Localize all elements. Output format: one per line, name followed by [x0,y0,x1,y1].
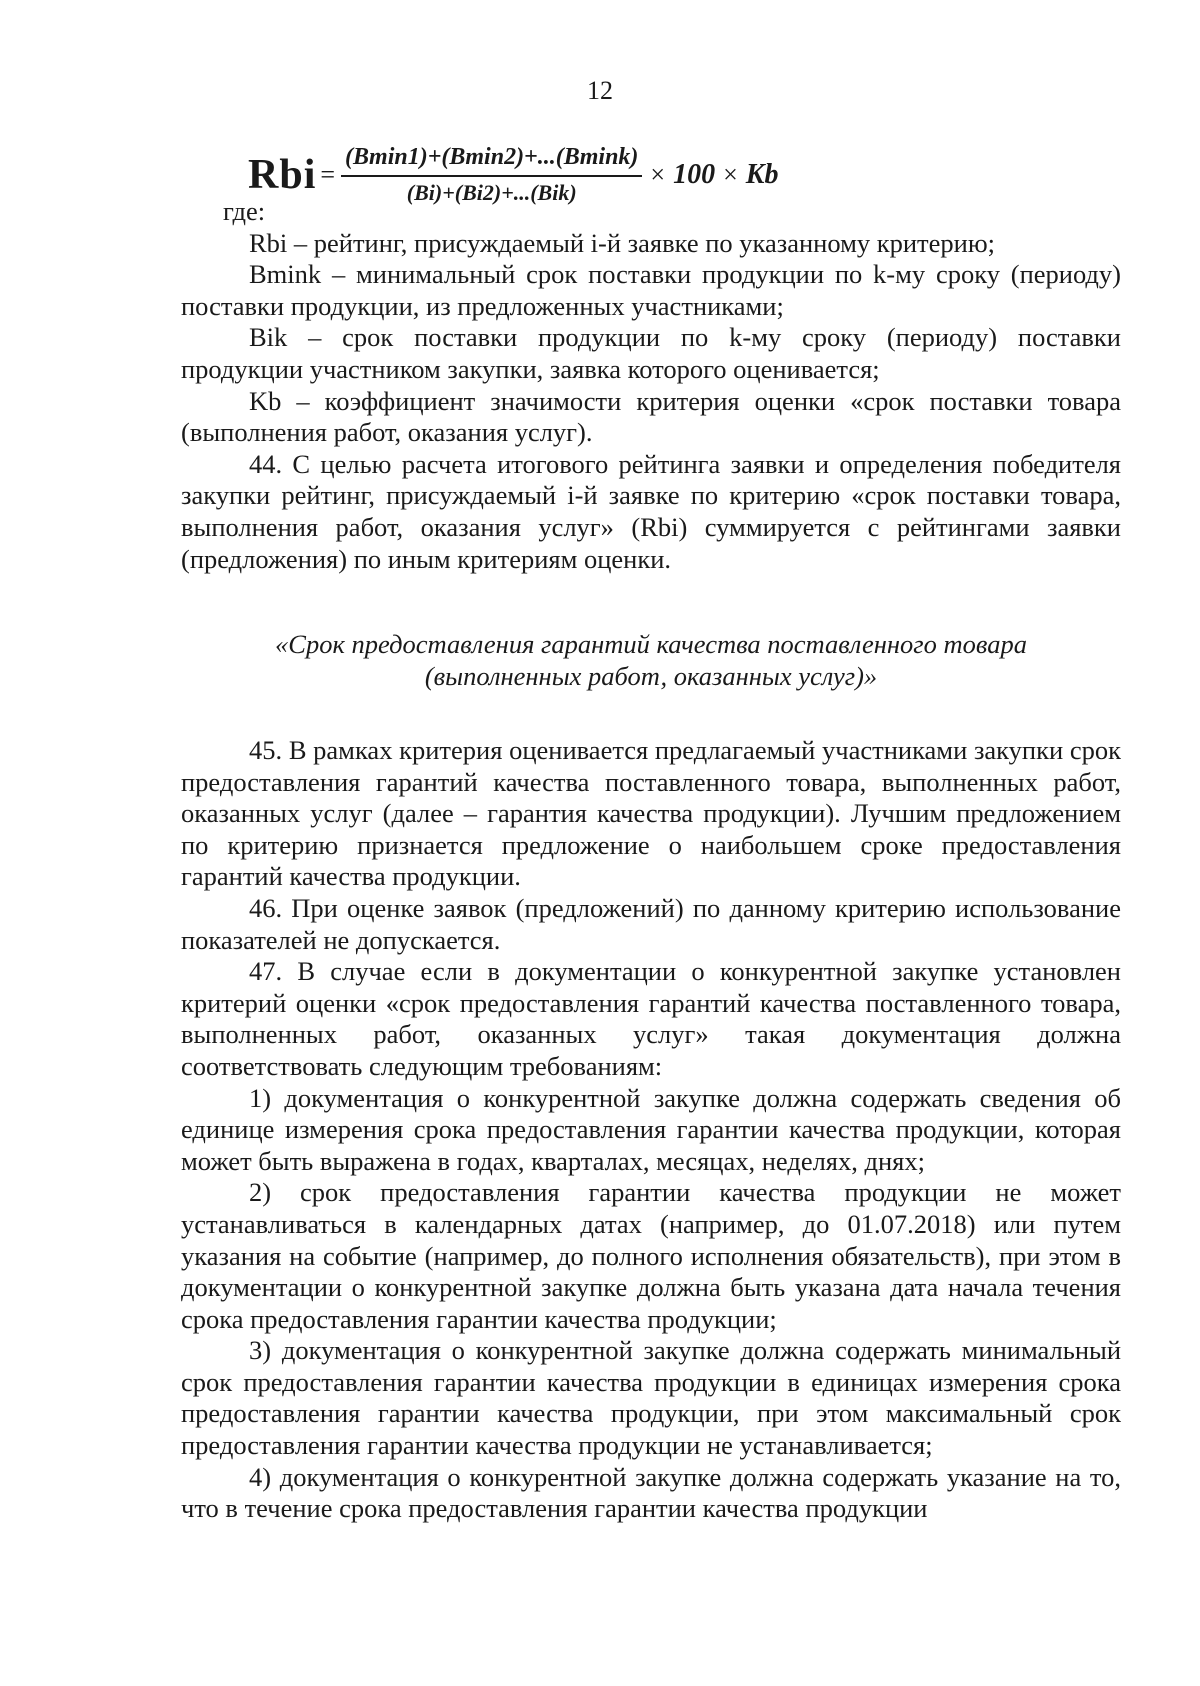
formula-numerator: (Bmin1)+(Bmin2)+...(Bmink) [345,144,639,170]
list-item-3: 3) документация о конкурентной закупке должна содержать минимальный срок предоставления гарантии качества продукции в единицах измерения срока предоставления гарантии качества продукции, при этом максимальный срок предоставления гарантии качества продукции не устанавливается; [181,1335,1121,1461]
definitions-block [181,196,1121,575]
formula-times-1: × [650,160,666,189]
definition-bmink: Bmink – минимальный срок поставки продукции по k-му сроку (периоду) поставки продукции, из предложенных участниками; [181,259,1121,321]
formula-hundred: 100 [673,159,716,190]
formula-times-2: × [723,160,738,189]
page-number: 12 [587,76,613,105]
definition-kb: Kb – коэффициент значимости критерия оценки «срок поставки товара (выполнения работ, оказания услуг). [181,385,1121,448]
paragraph-46: 46. При оценке заявок (предложений) по данному критерию использование показателей не допускается. [181,892,1121,955]
list-item-4: 4) документация о конкурентной закупке должна содержать указание на то, что в течение срока предоставления гарантии качества продукции [181,1461,1121,1524]
paragraph-45: 45. В рамках критерия оценивается предлагаемый участниками закупки срок предоставления гарантий качества поставленного товара, выполненных работ, оказанных услуг (далее – гарантия качества продукции). Лучшим предложением по критерию признается предложение о наибольшем сроке предоставления гарантий качества продукции. [181,735,1121,892]
list-item-2: 2) срок предоставления гарантии качества продукции не может устанавливаться в календарных датах (например, до 01.07.2018) или путем указания на событие (например, до полного исполнения обязательств), при этом в документации о конкурентной закупке должна быть указана дата начала течения срока предоставления гарантии качества продукции; [181,1177,1121,1334]
paragraph-44: 44. С целью расчета итогового рейтинга заявки и определения победителя закупки рейтинг, присуждаемый i-й заявке по критерию «срок поставки товара, выполнения работ, оказания услуг» (Rbi) суммируется с рейтингами заявки (предложения) по иным критериям оценки. [181,448,1121,574]
formula-lhs: Rbi [248,152,317,198]
section-heading-line-2: (выполненных работ, оказанных услуг)» [424,661,878,691]
list-item-1: 1) документация о конкурентной закупке должна содержать сведения об единице измерения срока предоставления гарантии качества продукции, которая может быть выражена в годах, кварталах, месяцах, неделях, днях; [181,1082,1121,1176]
formula-coefficient: Kb [745,159,779,190]
formula-denominator: (Bi)+(Bi2)+...(Bik) [406,180,577,205]
section-heading-line-1: «Срок предоставления гарантий качества поставленного товара [275,629,1027,659]
definition-bik: Bik – срок поставки продукции по k-му сроку (периоду) поставки продукции участником закупки, заявка которого оценивается; [181,322,1121,384]
where-label: где: [223,196,266,226]
guarantee-block [181,735,1121,1525]
definition-rbi: Rbi – рейтинг, присуждаемый i-й заявке по указанному критерию; [249,227,995,258]
paragraph-47: 47. В случае если в документации о конкурентной закупке установлен критерий оценки «срок предоставления гарантий качества поставленного товара, выполненных работ, оказанных услуг» такая документация должна соответствовать следующим требованиям: [181,956,1121,1081]
section-heading [181,628,1121,692]
formula-equals: = [320,160,336,189]
